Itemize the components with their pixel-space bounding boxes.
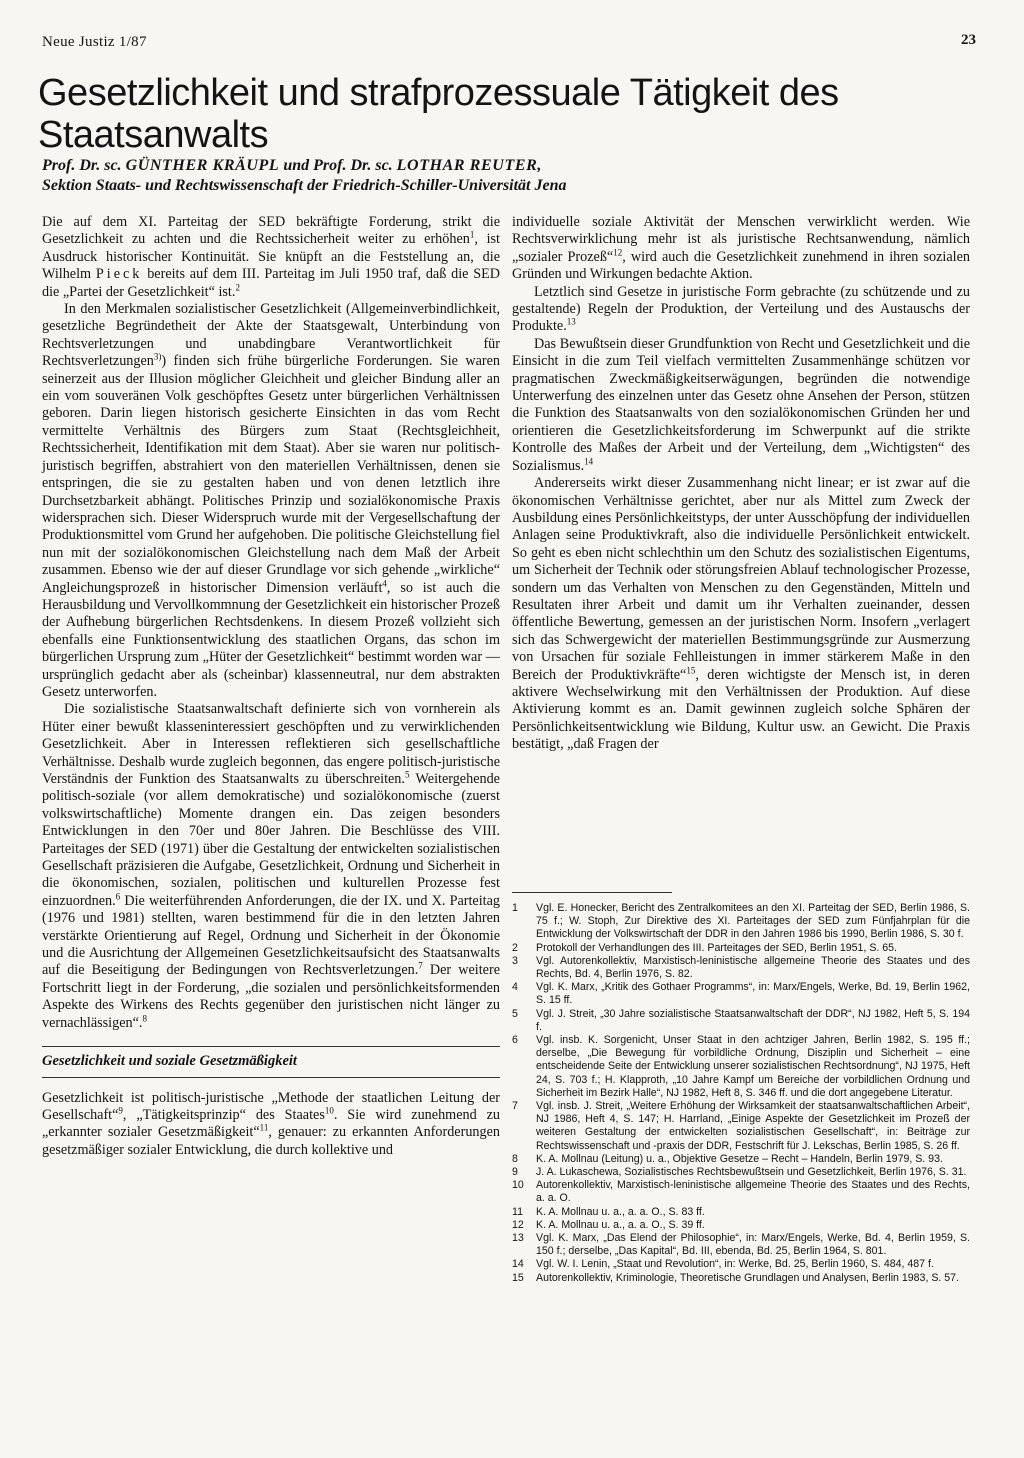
footnote-text: Vgl. W. I. Lenin, „Staat und Revolution“, in: Werke, Bd. 25, Berlin 1960, S. 484, 487 f. [536,1258,934,1271]
author-1-name: GÜNTHER KRÄUPL [125,157,280,174]
footnote [512,1219,970,1232]
footnote-text: Vgl. K. Marx, „Kritik des Gothaer Programms“, in: Marx/Engels, Werke, Bd. 19, Berlin 1962, S. 15 ff. [536,981,970,1007]
footnote-ref[interactable]: 6 [115,891,121,902]
footnote-number: 11 [512,1205,523,1218]
paragraph: Die sozialistische Staatsanwaltschaft definierte sich von vornherein als Hüter einer bewußt klasseninteressiert geschöpften und zu verwirklichenden Gesetzlichkeit. Aber in Interessen reflektieren sich gesellschaftliche Verhältnisse. Deshalb wurde zugleich begonnen, das engere politisch-juristische Verständnis der Funktion des Staatsanwalts zu überschreiten.$^5$ Weitergehende politisch-soziale (vor allem demokratische) und sozialökonomische (zuerst volkswirtschaftliche) Momente drangen ein. Das zeigen besonders Entwicklungen in den 70er und 80er Jahren. Die Beschlüsse des VIII. Parteitages der SED (1971) über die Gestaltung der entwickelten sozialistischen Gesellschaft präzisieren die Aufgabe, Gesetzlichkeit, Ordnung und Sicherheit in die ökonomischen, sozialen, politischen und kulturellen Prozesse fest einzuordnen.$^6$ Die weiterführenden Anforderungen, die der IX. und X. Parteitag (1976 und 1981) stellten, waren bestimmend für die in den letzten Jahren verstärkte Orientierung auf Regel, Ordnung und Sicherheit in der Ökonomie und die Ausrichtung der Allgemeinen Gesetzlichkeitsaufsicht des Staatsanwalts auf die Beseitigung der Bedingungen von Rechtsverletzungen.$^7$ Der weitere Fortschritt liegt in der Forderung, „die sozialen und persönlichkeitsformenden Aspekte des Wirkens des Rechts gegenüber den juristischen nicht länger zu vernachlässigen“.$^8$ [42,701,500,1031]
footnote-text: Vgl. insb. J. Streit, „Weitere Erhöhung der Wirksamkeit der staatsanwaltschaftlichen Arbeit“, NJ 1986, Heft 4, S. 147; H. Harrland, „Einige Aspekte der Gesetzlichkeit im Prozeß der weiteren Gestaltung der entwickelten sozialistischen Gesellschaft“, in: Beiträge zur Rechtswissenschaft und -praxis der DDR, Festschrift für J. Lekschas, Berlin 1985, S. 26 ff. [536,1100,970,1152]
footnote [512,1166,970,1179]
footnote-ref[interactable]: 15 [686,664,696,675]
article-title: Gesetzlichkeit und strafprozessuale Tätigkeit des Staatsanwalts [38,72,839,156]
paragraph: Andererseits wirkt dieser Zusammenhang nicht linear; er ist zwar auf die ökonomischen Verhältnisse gerichtet, aber nur als Mittel zum Zweck der Ausbildung eines Persönlichkeitstyps, der unter Ausschöpfung der individuellen Anlagen seine Produktivkraft, also die individuelle Persönlichkeit entwickelt. So geht es eben nicht schlechthin um den Schutz des sozialistischen Eigentums, um Sicherheit der Technik oder störungsfreien Ablauf technologischer Prozesse, sondern um das Verhalten von Menschen zu den Gegenständen, Mitteln und Resultaten ihrer Arbeit und damit um ihr Verhalten zueinander, dessen öffentliche Bewertung, gemessen an der juristischen Norm. Insofern „verlagert sich das Schwergewicht der materiellen Bestimmungsgründe zur Ausmerzung von Ursachen für soziale Fehlleistungen in immer stärkerem Maße in den Bereich der Produktivkräfte“$^{15}$, deren wichtigste der Mensch ist, in deren aktivere Wechselwirkung mit den Verhältnissen der Produktion. Auf diese Aktivierung kommt es an. Damit gewinnen zugleich solche Sphären der Persönlichkeitsentwicklung wie Bildung, Kultur usw. an Gewicht. Die Praxis bestätigt, „daß Fragen der [512,475,970,753]
footnote [512,1272,970,1285]
footnote-text: K. A. Mollnau (Leitung) u. a., Objektive Gesetze – Recht – Handeln, Berlin 1979, S. 93. [536,1152,943,1165]
footnote-text: Autorenkollektiv, Marxistisch-leninistische allgemeine Theorie des Staates und des Rechts, a. a. O. [536,1179,970,1205]
footnote-number: 8 [512,1152,518,1165]
author-2-title: Prof. Dr. sc. [313,157,393,174]
paragraph: In den Merkmalen sozialistischer Gesetzlichkeit (Allgemeinverbindlichkeit, gesetzliche Begründetheit der Akte der Staatsgewalt, Unterbindung von Rechtsverletzungen und unabdingbare Verantwortlichkeit für Rechtsverletzungen$^{3)}$) finden sich frühe bürgerliche Forderungen. Sie waren seinerzeit aus der Illusion möglicher Gleichheit und gleicher Bindung aller an ein vom souveränen Volk geschöpftes Gesetz unter bürgerlichen Verhältnissen geboren. Darin liegen historisch gesicherte Einsichten in das vom Recht vermittelte Verhältnis des Bürgers zum Staat (Rechtsgleichheit, Rechtssicherheit, Identifikation mit dem Staat). Aber sie waren nur politisch-juristisch begriffen, abstrahiert von den materiellen Verhältnissen, denen sie entspringen, die sie zu gestalten haben und von denen letztlich ihre Durchsetzbarkeit abhängt. Politisches Prinzip und sozialökonomische Praxis widersprachen sich. Dieser Widerspruch wurde mit der Vergesellschaftung der Produktionsmittel vom Grund her aufgehoben. Die politische Gleichstellung fiel nun mit der sozialökonomischen Gleichstellung nach dem Maß der Arbeit zusammen. Ebenso wie der auf dieser Grundlage vor sich gehende „wirkliche“ Angleichungsprozeß in historischer Dimension verläuft$^4$, so ist auch die Herausbildung und Vervollkommnung der Gesetzlichkeit ein historischer Prozeß der Aufhebung bürgerlichen Rechtsdenkens. In diesem Prozeß vollzieht sich ebenfalls eine Funktionsentwicklung des staatlichen Organs, das schon im bürgerlichen Ursprung zum „Hüter der Gesetzlichkeit“ bestimmt worden war — ursprünglich gedacht aber als (scheinbar) klassenneutral, nur dem abstrakten Gesetz unterworfen. [42,301,501,700]
footnote-number: 1 [512,902,518,914]
footnote-text: K. A. Mollnau u. a., a. a. O., S. 39 ff. [536,1218,705,1231]
author-block [42,156,982,196]
paragraph: Gesetzlichkeit ist politisch-juristische „Methode der staatlichen Leitung der Gesellschaft“$^9$, „Tätigkeitsprinzip“ des Staates$^{10}$. Sie wird zunehmend zu „erkannter sozialer Gesetzmäßigkeit“$^{11}$, genauer: zu erkannten Anforderungen gesetzmäßiger sozialer Entwicklung, die durch kollektive und [42,1089,500,1158]
paragraph: Die auf dem XI. Parteitag der SED bekräftigte Forderung, strikt die Gesetzlichkeit zu achten und die Rechtssicherheit weiter zu erhöhen$^1$, ist Ausdruck historischer Kontinuität. Sie knüpft an die Feststellung an, die Wilhelm Pieck bereits auf dem III. Parteitag im Juli 1950 traf, daß die SED die „Partei der Gesetzlichkeit“ ist.$^2$ [42,214,501,300]
footnote [512,902,970,942]
footnote [512,955,970,981]
spaced-name: Pieck [95,266,143,283]
footnote [512,942,970,955]
footnote-text: J. A. Lukaschewa, Sozialistisches Rechtsbewußtsein und Gesetzlichkeit, Berlin 1976, S. 31. [536,1166,967,1179]
text-column-left [42,214,500,1159]
footnote-ref[interactable]: 11 [259,1122,269,1133]
footnote [512,1153,970,1166]
footnote-text: Protokoll der Verhandlungen des III. Parteitages der SED, Berlin 1951, S. 65. [536,941,897,954]
footnote-number: 3 [512,954,518,967]
footnote [512,1100,970,1153]
footnote [512,1206,970,1219]
footnote-ref[interactable]: 13 [566,316,576,327]
footnote-ref[interactable]: 8 [142,1012,147,1023]
footnote-number: 5 [512,1007,518,1020]
section-heading: Gesetzlichkeit und soziale Gesetzmäßigkeit [42,1046,500,1077]
footnote-ref[interactable]: 7 [418,960,423,971]
footnote-number: 6 [512,1034,518,1047]
footnote-number: 12 [512,1218,524,1231]
author-line [42,156,982,176]
footnote-text: Vgl. J. Streit, „30 Jahre sozialistische Staatsanwaltschaft der DDR“, NJ 1982, Heft 5, S. 194 f. [536,1007,970,1033]
footnote [512,1232,970,1258]
footnote-number: 15 [512,1271,524,1284]
footnote-ref[interactable]: 2 [235,281,240,292]
author-1-title: Prof. Dr. sc. [42,157,122,174]
footnote-ref[interactable]: 1 [469,229,475,240]
footnote [512,1179,970,1205]
footnote-ref[interactable]: 14 [584,455,594,466]
footnote-text: Vgl. K. Marx, „Das Elend der Philosophie“, in: Marx/Engels, Werke, Bd. 4, Berlin 1959, S. 150 f.; derselbe, „Das Kapital“, Bd. III, ebenda, Bd. 25, Berlin 1964, S. 801. [536,1232,970,1258]
footnote-ref[interactable]: 4 [382,577,387,588]
footnote-divider [512,892,672,893]
footnote [512,1258,970,1271]
paragraph: Das Bewußtsein dieser Grundfunktion von Recht und Gesetzlichkeit und die Einsicht in die zum Teil vielfach vermittelten Zusammenhänge schützen vor pragmatischen Zweckmäßigkeitserwägungen, begründen die notwendige Unterwerfung des einzelnen unter das Gesetz ohne Ansehen der Person, stützen die Funktion des Staatsanwalts von den sozialökonomischen Gründen her und orientieren die Gesetzlichkeitsforderung im Schwerpunkt auf die strikte Kontrolle des Maßes der Arbeit und der Verteilung, dem „Wichtigsten“ des Sozialismus.$^{14}$ [512,335,970,474]
footnote-text: Vgl. E. Honecker, Bericht des Zentralkomitees an den XI. Parteitag der SED, Berlin 1986, S. 75 f.; W. Stoph, Zur Direktive des XI. Parteitages der SED zum Fünfjahrplan für die Entwicklung der Volkswirtschaft der DDR in den Jahren 1986 bis 1990, Berlin 1986, S. 30 f. [536,902,970,941]
footnote-text: Vgl. Autorenkollektiv, Marxistisch-leninistische allgemeine Theorie des Staates und des Rechts, Bd. 4, Berlin 1976, S. 82. [536,954,970,981]
footnote-number: 14 [512,1258,524,1271]
author-connector: und [283,157,310,174]
paragraph: individuelle soziale Aktivität der Menschen verwirklicht werden. Wie Rechtsverwirklichung mehr ist als juristische Rechtsanwendung, nämlich „sozialer Prozeß“$^{12}$, wird auch die Gesetzlichkeit zunehmend in ihren sozialen Gründen und Wirkungen bedachte Aktion. [512,214,970,283]
footnote-ref[interactable]: 3) [153,351,162,362]
footnote-ref[interactable]: 12 [613,247,623,258]
page-number: 23 [961,32,976,48]
footnote-number: 10 [512,1179,524,1192]
footnote [512,1034,970,1100]
footnote-number: 4 [512,981,518,994]
footnote-number: 2 [512,941,518,954]
text-column-right [512,214,970,754]
author-affiliation: Sektion Staats- und Rechtswissenschaft der Friedrich-Schiller-Universität Jena [42,177,567,194]
footnotes-list [512,902,970,1285]
footnote-ref[interactable]: 9 [118,1105,123,1116]
journal-header: Neue Justiz 1/87 [42,34,147,50]
footnote-text: Autorenkollektiv, Kriminologie, Theoretische Grundlagen und Analysen, Berlin 1983, S. 57. [536,1271,960,1284]
paragraph: Letztlich sind Gesetze in juristische Form gebrachte (zu schützende und zu gestaltende) Regeln der Produktion, der Verteilung und des Austauschs der Produkte.$^{13}$ [512,283,970,335]
footnote-number: 9 [512,1166,518,1179]
footnote-ref[interactable]: 5 [404,769,410,780]
author-2-name: LOTHAR REUTER, [396,157,542,174]
footnote-number: 7 [512,1100,518,1113]
footnote-number: 13 [512,1232,524,1245]
footnote-ref[interactable]: 10 [324,1105,334,1116]
footnote [512,981,970,1007]
footnote-text: K. A. Mollnau u. a., a. a. O., S. 83 ff. [536,1205,705,1218]
footnote [512,1008,970,1034]
footnote-text: Vgl. insb. K. Sorgenicht, Unser Staat in den achtziger Jahren, Berlin 1982, S. 195 ff.; derselbe, „Die Bewegung für vorbildliche Ordnung, Disziplin und Sicherheit – eine entscheidende Seite der Entwicklung unserer sozialistischen Rechtsordnung“, NJ 1975, Heft 24, S. 703 f.; H. Klapproth, „10 Jahre Kampf um Bereiche der vorbildlichen Ordnung und Sicherheit im Bezirk Halle“, NJ 1982, Heft 8, S. 346 ff. und die dort angegebene Literatur. [536,1034,970,1099]
